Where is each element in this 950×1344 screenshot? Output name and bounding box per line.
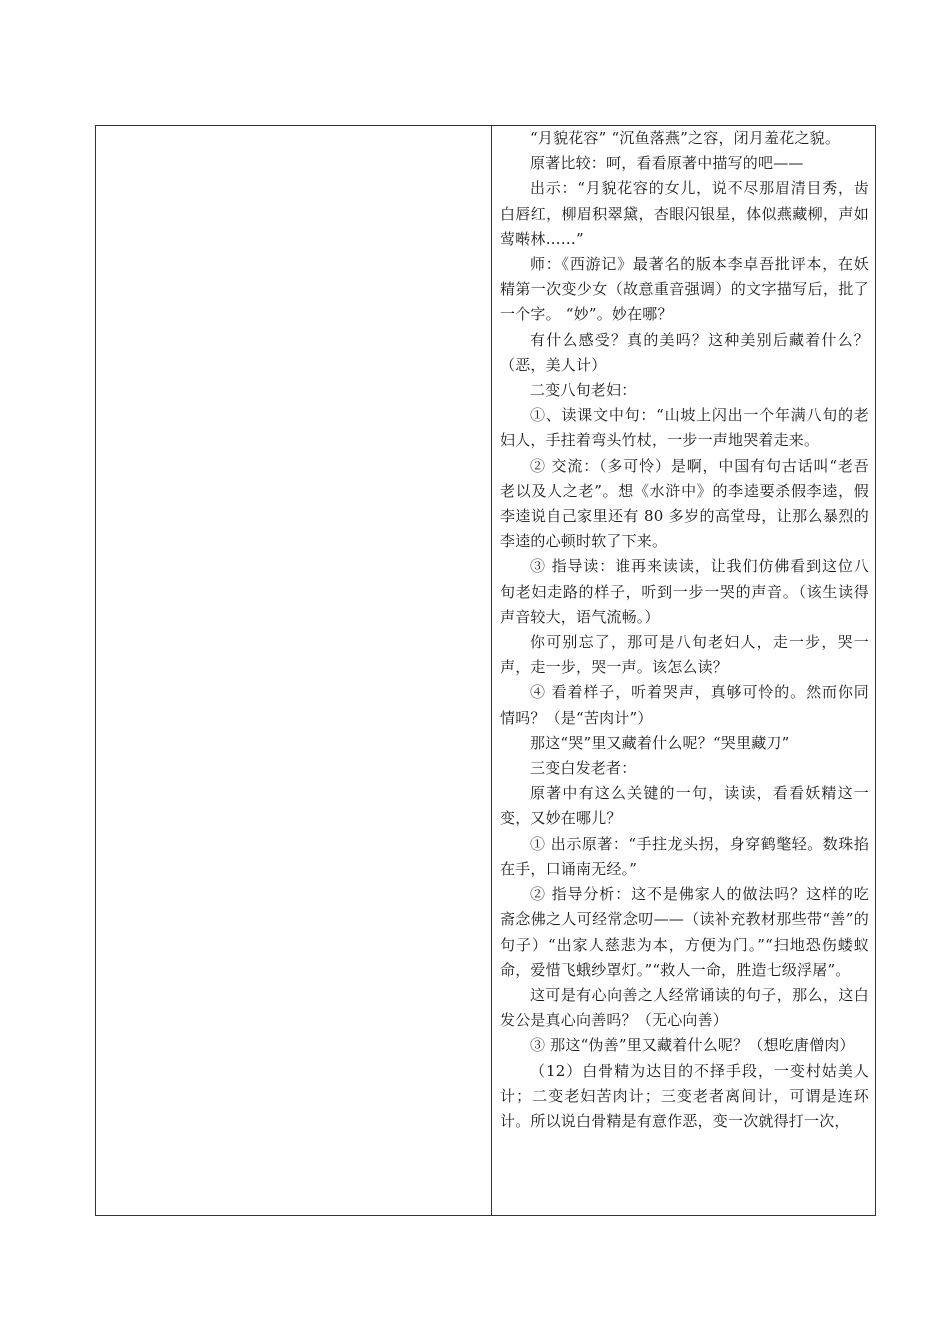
paragraph: “月貌花容” “沉鱼落燕”之容，闭月羞花之貌。	[530, 129, 841, 147]
paragraph: 你可别忘了，那可是八旬老妇人，走一步，哭一声，走一步，哭一声。该怎么读？	[500, 633, 869, 677]
paragraph: 三变白发老者：	[530, 759, 637, 778]
paragraph: ④ 看着样子，听着哭声，真够可怜的。然而你同情吗？（是“苦肉计”）	[500, 683, 869, 727]
paragraph: 原著中有这么关键的一句，读读，看看妖精这一变，又妙在哪儿？	[500, 784, 869, 828]
paragraph: 二变八旬老妇：	[530, 381, 637, 400]
paragraph: ③ 指导读：谁再来读读，让我们仿佛看到这位八旬老妇走路的样子，听到一步一哭的声音。（该生读得声音较大，语气流畅。）	[500, 557, 869, 626]
paragraph: ③ 那这“伪善”里又藏着什么呢？（想吃唐僧肉）	[530, 1036, 855, 1055]
paragraph: 那这“哭”里又藏着什么呢？“哭里藏刀”	[530, 733, 790, 752]
right-column	[492, 126, 875, 1215]
paragraph: （12）白骨精为达目的不择手段，一变村姑美人计；二变老妇苦肉计；三变老者离间计，可谓是连环计。所以说白骨精是有意作恶，变一次就得打一次，	[500, 1061, 869, 1130]
paragraph: 原著比较：呵，看看原著中描写的吧——	[530, 154, 804, 173]
paragraph: ② 指导分析：这不是佛家人的做法吗？这样的吃斋念佛之人可经常念叨——（读补充教材那些带“善”的句子）“出家人慈悲为本，方便为门。”“扫地恐伤蝼蚁命，爱惜飞蛾纱罩灯。”“救人一命，胜造七级浮屠”。	[500, 885, 869, 979]
paragraph: ①、读课文中句：“山坡上闪出一个年满八旬的老妇人，手拄着弯头竹杖，一步一声地哭着走来。	[500, 406, 869, 450]
paragraph: 有什么感受？真的美吗？这种美别后藏着什么？ （恶，美人计）	[500, 330, 869, 374]
paragraph: 这可是有心向善之人经常诵读的句子，那么，这白发公是真心向善吗？（无心向善）	[500, 985, 869, 1030]
paragraph: ① 出示原著：“手拄龙头拐，身穿鹤氅轻。数珠掐在手，口诵南无经。”	[500, 834, 869, 878]
paragraph: 出示：“月貌花容的女儿，说不尽那眉清目秀，齿白唇红，柳眉积翠黛，杏眼闪银星，体似燕藏柳，声如莺啭林……”	[500, 179, 869, 248]
paragraph: 师：《西游记》最著名的版本李卓吾批评本，在妖精第一次变少女（故意重音强调）的文字描写后，批了一个字。 “妙”。妙在哪？	[500, 255, 869, 324]
lesson-table	[95, 125, 876, 1216]
paragraph: ② 交流：（多可怜）是啊，中国有句古话叫“老吾老以及人之老”。想《水浒中》的李逵要杀假李逵，假李逵说自己家里还有 80 多岁的高堂母，让那么暴烈的李逵的心顿时软了下来。	[500, 456, 869, 551]
left-column	[96, 126, 492, 1215]
